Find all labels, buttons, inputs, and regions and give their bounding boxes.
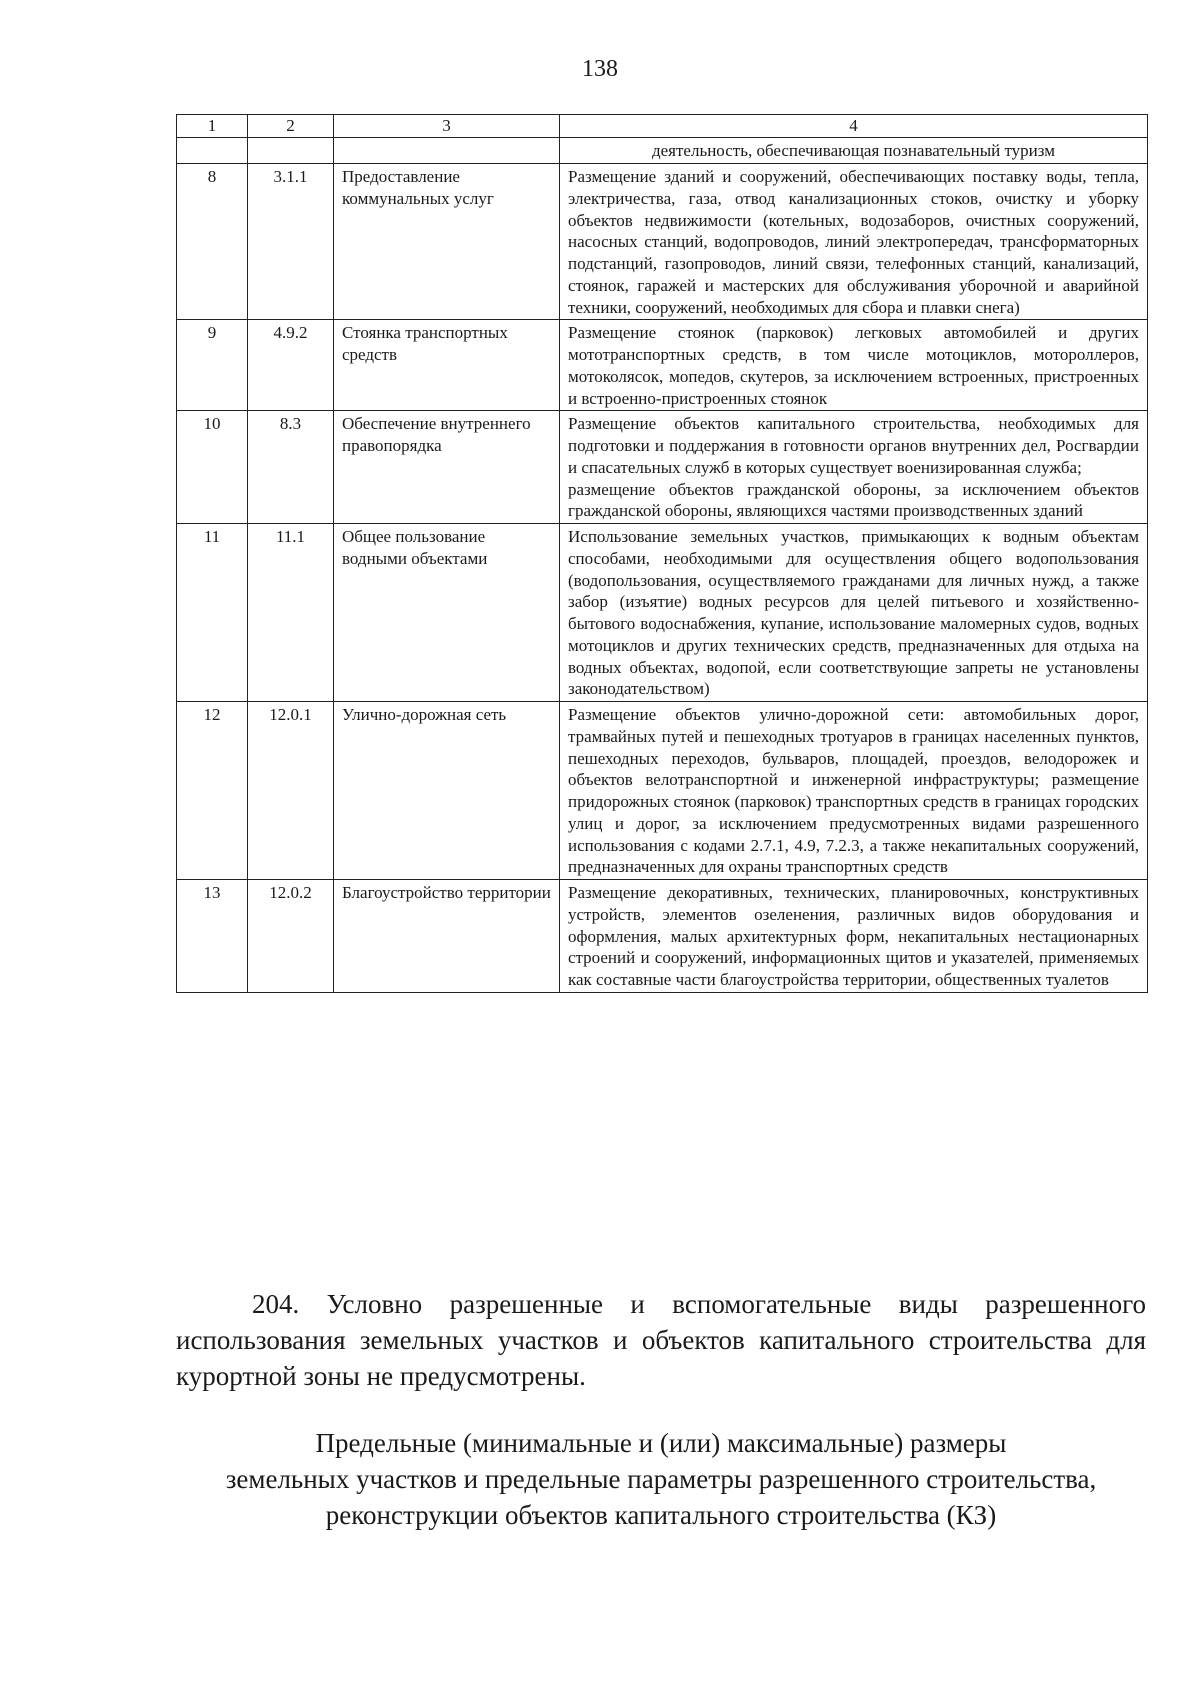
- use-description: [560, 164, 1148, 320]
- use-name: Стоянка транспортных средств: [334, 320, 560, 411]
- row-number: 9: [177, 320, 248, 411]
- row-number: 10: [177, 411, 248, 524]
- table-row: [177, 320, 1148, 411]
- use-description: [560, 411, 1148, 524]
- column-header: 4: [560, 115, 1148, 138]
- use-name: Благоустройство территории: [334, 880, 560, 993]
- description-paragraph: Размещение объектов капитального строительства, необходимых для подготовки и поддержания в готовности органов внутренних дел, Росгвардии и спасательных служб в которых существует военизированная служба;: [568, 414, 1139, 477]
- description-paragraph: Размещение декоративных, технических, планировочных, конструктивных устройств, элементов озеленения, различных видов оборудования и оформления, малых архитектурных форм, некапитальных нестационарных строений и сооружений, информационных щитов и указателей, применяемых как составные части благоустройства территории, общественных туалетов: [568, 883, 1139, 990]
- use-description: [560, 320, 1148, 411]
- empty-cell: [177, 138, 248, 164]
- table-row: [177, 702, 1148, 880]
- section-heading-line: Предельные (минимальные и (или) максимальные) размеры: [315, 1428, 1007, 1458]
- empty-cell: [334, 138, 560, 164]
- row-number: 11: [177, 524, 248, 702]
- use-name: Общее пользование водными объектами: [334, 524, 560, 702]
- continuation-row: [177, 138, 1148, 164]
- use-code: 12.0.2: [248, 880, 334, 993]
- row-number: 8: [177, 164, 248, 320]
- table-row: [177, 164, 1148, 320]
- section-heading-line: реконструкции объектов капитального строительства (КЗ): [325, 1500, 997, 1531]
- description-paragraph: Размещение зданий и сооружений, обеспечивающих поставку воды, тепла, электричества, газа, отвод канализационных стоков, очистку и уборку объектов недвижимости (котельных, водозаборов, очистных сооружений, насосных станций, водопроводов, линий электропередач, трансформаторных подстанций, газопроводов, линий связи, телефонных станций, канализаций, стоянок, гаражей и мастерских для обслуживания уборочной и аварийной техники, сооружений, необходимых для сбора и плавки снега): [568, 167, 1139, 317]
- table-row: [177, 524, 1148, 702]
- description-paragraph: Использование земельных участков, примыкающих к водным объектам способами, необходимыми для осуществления общего водопользования (водопользования, осуществляемого гражданами для личных нужд, а также забор (изъятие) водных ресурсов для целей питьевого и хозяйственно-бытового водоснабжения, купание, использование маломерных судов, водных мотоциклов и других технических средств, предназначенных для отдыха на водных объектах, водопой, если соответствующие запреты не установлены законодательством): [568, 527, 1139, 699]
- use-description: [560, 702, 1148, 880]
- use-code: 12.0.1: [248, 702, 334, 880]
- use-name: Обеспечение внутреннего правопорядка: [334, 411, 560, 524]
- column-header: 3: [334, 115, 560, 138]
- page-number: 138: [582, 56, 618, 82]
- section-heading: [176, 1425, 1146, 1534]
- row-number: 12: [177, 702, 248, 880]
- table-row: [177, 411, 1148, 524]
- use-code: 4.9.2: [248, 320, 334, 411]
- table-row: [177, 880, 1148, 993]
- description-paragraph: Размещение стоянок (парковок) легковых автомобилей и других мототранспортных средств, в том числе мотоциклов, мотороллеров, мотоколясок, мопедов, скутеров, за исключением встроенных, пристроенных и встроенно-пристроенных стоянок: [568, 323, 1139, 408]
- description-paragraph: Размещение объектов улично-дорожной сети: автомобильных дорог, трамвайных путей и пешеходных тротуаров в границах населенных пунктов, пешеходных переходов, бульваров, площадей, проездов, велодорожек и объектов велотранспортной и инженерной инфраструктуры; размещение придорожных стоянок (парковок) транспортных средств в границах городских улиц и дорог, за исключением предусмотренных видами разрешенного использования с кодами 2.7.1, 4.9, 7.2.3, а также некапитальных сооружений, предназначенных для охраны транспортных средств: [568, 705, 1139, 877]
- column-header: 2: [248, 115, 334, 138]
- use-description: [560, 880, 1148, 993]
- use-name: Улично-дорожная сеть: [334, 702, 560, 880]
- use-description: [560, 524, 1148, 702]
- empty-cell: [248, 138, 334, 164]
- clause-204: 204. Условно разрешенные и вспомогательные виды разрешенного использования земельных участков и объектов капитального строительства для курортной зоны не предусмотрены.: [176, 1289, 1146, 1392]
- use-code: 8.3: [248, 411, 334, 524]
- column-header: 1: [177, 115, 248, 138]
- continuation-text: деятельность, обеспечивающая познавательный туризм: [560, 138, 1148, 164]
- table-header-row: [177, 115, 1148, 138]
- description-paragraph: размещение объектов гражданской обороны, за исключением объектов гражданской обороны, являющихся частями производственных зданий: [568, 479, 1139, 521]
- use-code: 11.1: [248, 524, 334, 702]
- use-name: Предоставление коммунальных услуг: [334, 164, 560, 320]
- use-code: 3.1.1: [248, 164, 334, 320]
- row-number: 13: [177, 880, 248, 993]
- section-heading-line: земельных участков и предельные параметры разрешенного строительства,: [225, 1464, 1097, 1495]
- land-use-table: [176, 114, 1148, 993]
